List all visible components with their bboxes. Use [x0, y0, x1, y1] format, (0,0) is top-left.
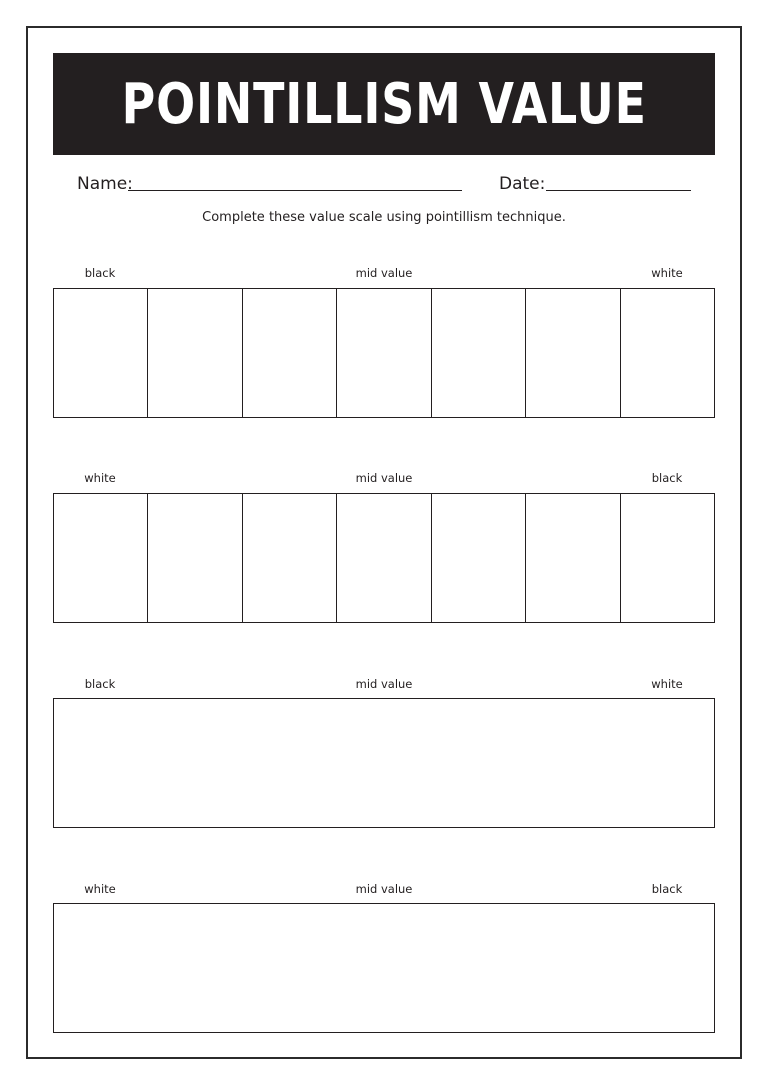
scale-3-right-label: white [651, 677, 683, 691]
scale-cell[interactable] [243, 289, 337, 417]
scale-3-mid-label: mid value [355, 677, 413, 691]
scale-cell[interactable] [54, 289, 148, 417]
scale-cell[interactable] [148, 289, 242, 417]
scale-1-right-label: white [651, 266, 683, 280]
scale-cell[interactable] [432, 289, 526, 417]
instructions-text: Complete these value scale using pointillism technique. [202, 210, 566, 225]
scale-2-right-label: black [651, 471, 683, 485]
name-field[interactable] [128, 190, 462, 191]
scale-cell[interactable] [621, 494, 714, 622]
scale-cell[interactable] [337, 494, 431, 622]
scale-1-left-label: black [84, 266, 116, 280]
scale-1-mid-label: mid value [355, 266, 413, 280]
date-label: Date: [499, 174, 546, 194]
scale-cell[interactable] [432, 494, 526, 622]
scale-4-right-label: black [651, 882, 683, 896]
name-label: Name: [77, 174, 133, 194]
scale-cell[interactable] [621, 289, 714, 417]
scale-cell[interactable] [148, 494, 242, 622]
scale-4-left-label: white [84, 882, 116, 896]
value-scale-4[interactable] [53, 903, 715, 1033]
scale-cell[interactable] [526, 494, 620, 622]
scale-cell[interactable] [526, 289, 620, 417]
scale-2-mid-label: mid value [355, 471, 413, 485]
scale-cell[interactable] [54, 494, 148, 622]
value-scale-1 [53, 288, 715, 418]
date-field[interactable] [546, 190, 691, 191]
scale-cell[interactable] [337, 289, 431, 417]
scale-2-left-label: white [84, 471, 116, 485]
title-banner [53, 53, 715, 155]
scale-4-mid-label: mid value [355, 882, 413, 896]
value-scale-3[interactable] [53, 698, 715, 828]
scale-cell[interactable] [243, 494, 337, 622]
page-title: POINTILLISM VALUE [121, 71, 647, 137]
value-scale-2 [53, 493, 715, 623]
scale-3-left-label: black [84, 677, 116, 691]
